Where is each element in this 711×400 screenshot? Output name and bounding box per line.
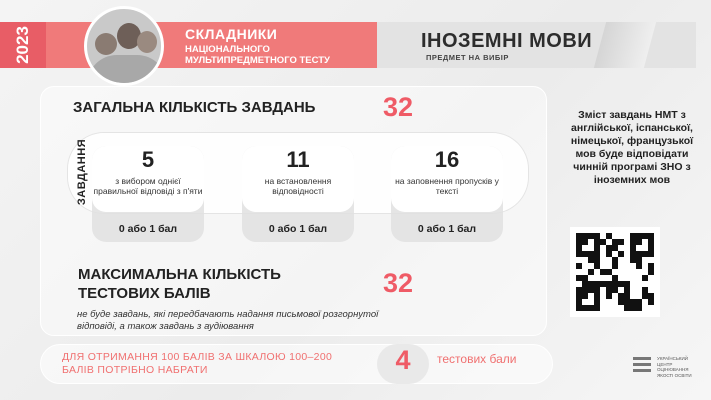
- logo-mark-icon: [631, 354, 653, 376]
- task-count: 5: [141, 147, 155, 172]
- header-title: СКЛАДНИКИ: [185, 26, 278, 42]
- total-tasks-value: 32: [383, 92, 414, 122]
- max-score-label: МАКСИМАЛЬНА КІЛЬКІСТЬ ТЕСТОВИХ БАЛІВ: [78, 266, 281, 302]
- subject-title: ІНОЗЕМНІ МОВИ: [421, 30, 593, 52]
- task-description: з вибором однієї правильної відповіді з п'яти: [93, 176, 203, 196]
- ucoz-logo: [631, 352, 699, 384]
- students-photo: [84, 6, 164, 86]
- threshold-unit: тестових бали: [437, 352, 517, 366]
- task-score: 0 або 1 бал: [268, 223, 328, 235]
- total-tasks-label: ЗАГАЛЬНА КІЛЬКІСТЬ ЗАВДАНЬ: [73, 99, 316, 116]
- task-count: 16: [434, 147, 460, 172]
- task-count: 11: [286, 147, 310, 172]
- logo-text: УКРАЇНСЬКИЙ ЦЕНТР ОЦІНЮВАННЯ ЯКОСТІ ОСВІТИ: [657, 356, 692, 378]
- header-subtitle: НАЦІОНАЛЬНОГО МУЛЬТИПРЕДМЕТНОГО ТЕСТУ: [185, 44, 330, 66]
- task-description: на встановлення відповідності: [264, 176, 332, 196]
- year-label: 2023: [13, 26, 32, 64]
- content-info: Зміст завдань НМТ з англійської, іспанської, німецької, французької мов буде відповідати чинній програмі ЗНО з іноземних мов: [570, 109, 694, 186]
- subject-note: ПРЕДМЕТ НА ВИБІР: [426, 53, 509, 62]
- task-description: на заповнення пропусків у тексті: [395, 176, 499, 196]
- max-score-value: 32: [383, 268, 414, 298]
- task-score: 0 або 1 бал: [118, 223, 178, 235]
- task-score: 0 або 1 бал: [417, 223, 477, 235]
- qr-code-icon[interactable]: [570, 227, 660, 317]
- max-score-note: не буде завдань, які передбачають надання письмової розгорнутої відповіді, а також завдань з аудіювання: [77, 309, 379, 332]
- threshold-value: 4: [395, 345, 411, 375]
- threshold-text: ДЛЯ ОТРИМАННЯ 100 БАЛІВ ЗА ШКАЛОЮ 100–200 БАЛІВ ПОТРІБНО НАБРАТИ: [62, 351, 333, 376]
- tasks-vertical-label: ЗАВДАННЯ: [76, 138, 88, 206]
